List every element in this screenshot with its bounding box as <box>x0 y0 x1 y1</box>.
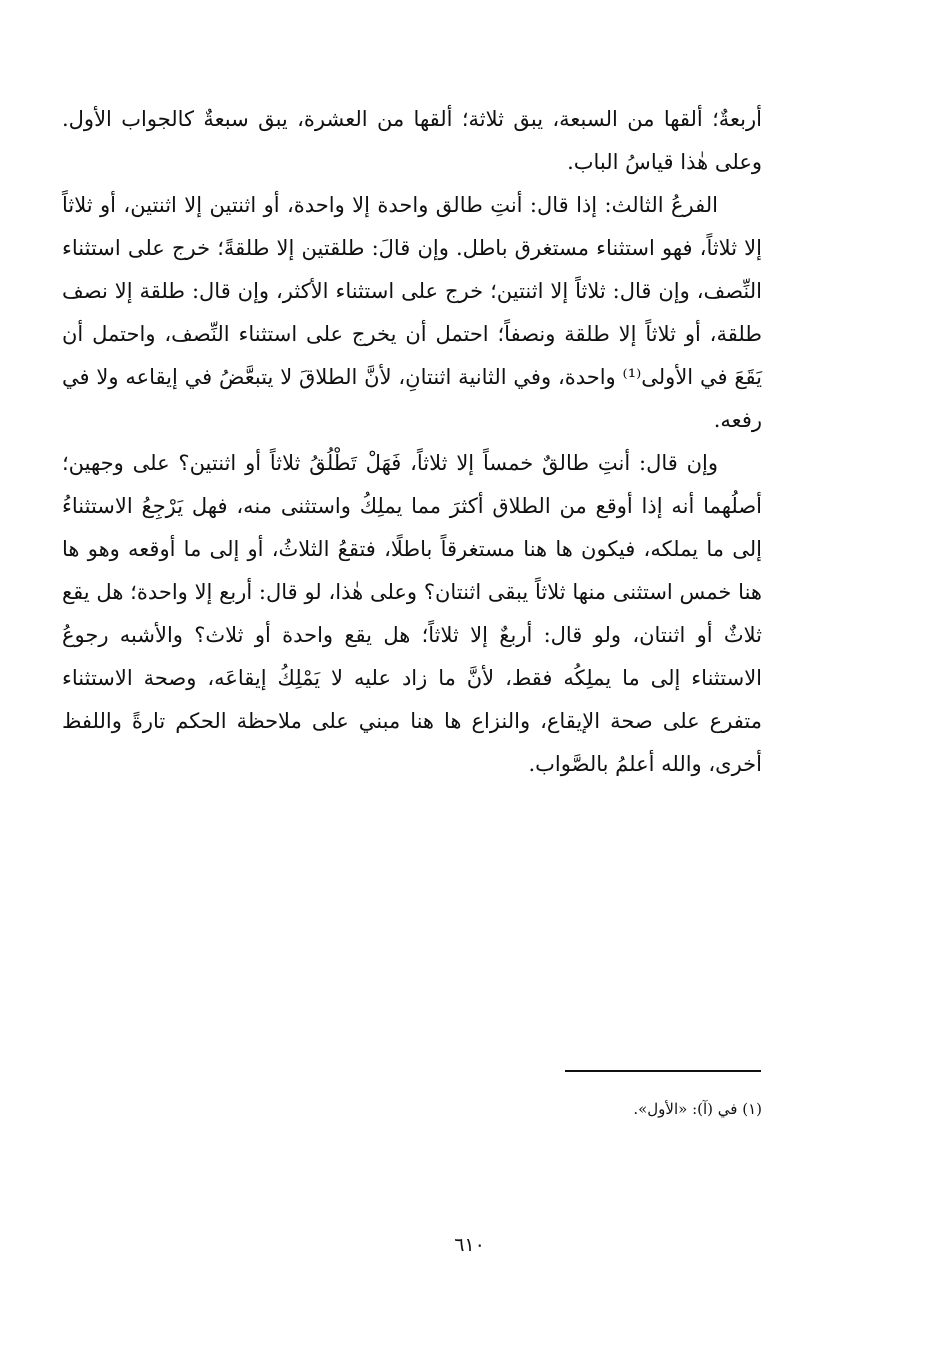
main-text <box>62 98 762 786</box>
page-number: ٦١٠ <box>454 1234 485 1256</box>
footnote: (١) في (آ): «الأول». <box>633 1100 762 1118</box>
paragraph-2: الفرعُ الثالث: إذا قال: أنتِ طالق واحدة إلا واحدة، أو اثنتين إلا اثنتين، أو ثلاثاً إلا ثلاثاً، فهو استثناء مستغرق باطل. وإن قالَ: طلقتين إلا طلقةً؛ خرج على استثناء النِّصف، وإن قال: ثلاثاً إلا اثنتين؛ خرج على استثناء الأكثر، وإن قال: طلقة إلا نصف طلقة، أو ثلاثاً إلا طلقة ونصفاً؛ احتمل أن يخرج على استثناء النِّصف، واحتمل أن يَقَعَ في الأولى⁽¹⁾ واحدة، وفي الثانية اثنتانِ، لأنَّ الطلاقَ لا يتبعَّضُ في إيقاعه ولا في رفعه. <box>62 193 762 432</box>
paragraph-1: أربعةٌ؛ ألقها من السبعة، يبق ثلاثة؛ ألقها من العشرة، يبق سبعةٌ كالجواب الأول. وعلى هٰذا قياسُ الباب. <box>62 107 762 174</box>
paragraph-3: وإن قال: أنتِ طالقٌ خمساً إلا ثلاثاً، فَهَلْ تَطْلُقُ ثلاثاً أو اثنتين؟ على وجهين؛ أصلُهما أنه إذا أوقع من الطلاق أكثرَ مما يملِكُ واستثنى منه، فهل يَرْجِعُ الاستثناءُ إلى ما يملكه، فيكون ها هنا مستغرقاً باطلًا، فتقعُ الثلاثُ، أو إلى ما أوقعه وهو ها هنا خمس استثنى منها ثلاثاً يبقى اثنتان؟ وعلى هٰذا، لو قال: أربع إلا واحدة؛ هل يقع ثلاثٌ أو اثنتان، ولو قال: أربعٌ إلا ثلاثاً؛ هل يقع واحدة أو ثلاث؟ والأشبه رجوعُ الاستثناء إلى ما يملِكُه فقط، لأنَّ ما زاد عليه لا يَمْلِكُ إيقاعَه، وصحة الاستثناء متفرع على صحة الإيقاع، والنزاع ها هنا مبني على ملاحظة الحكم تارةً واللفظ أخرى، والله أعلمُ بالصَّواب. <box>62 451 762 776</box>
footnote-divider <box>565 1070 761 1072</box>
